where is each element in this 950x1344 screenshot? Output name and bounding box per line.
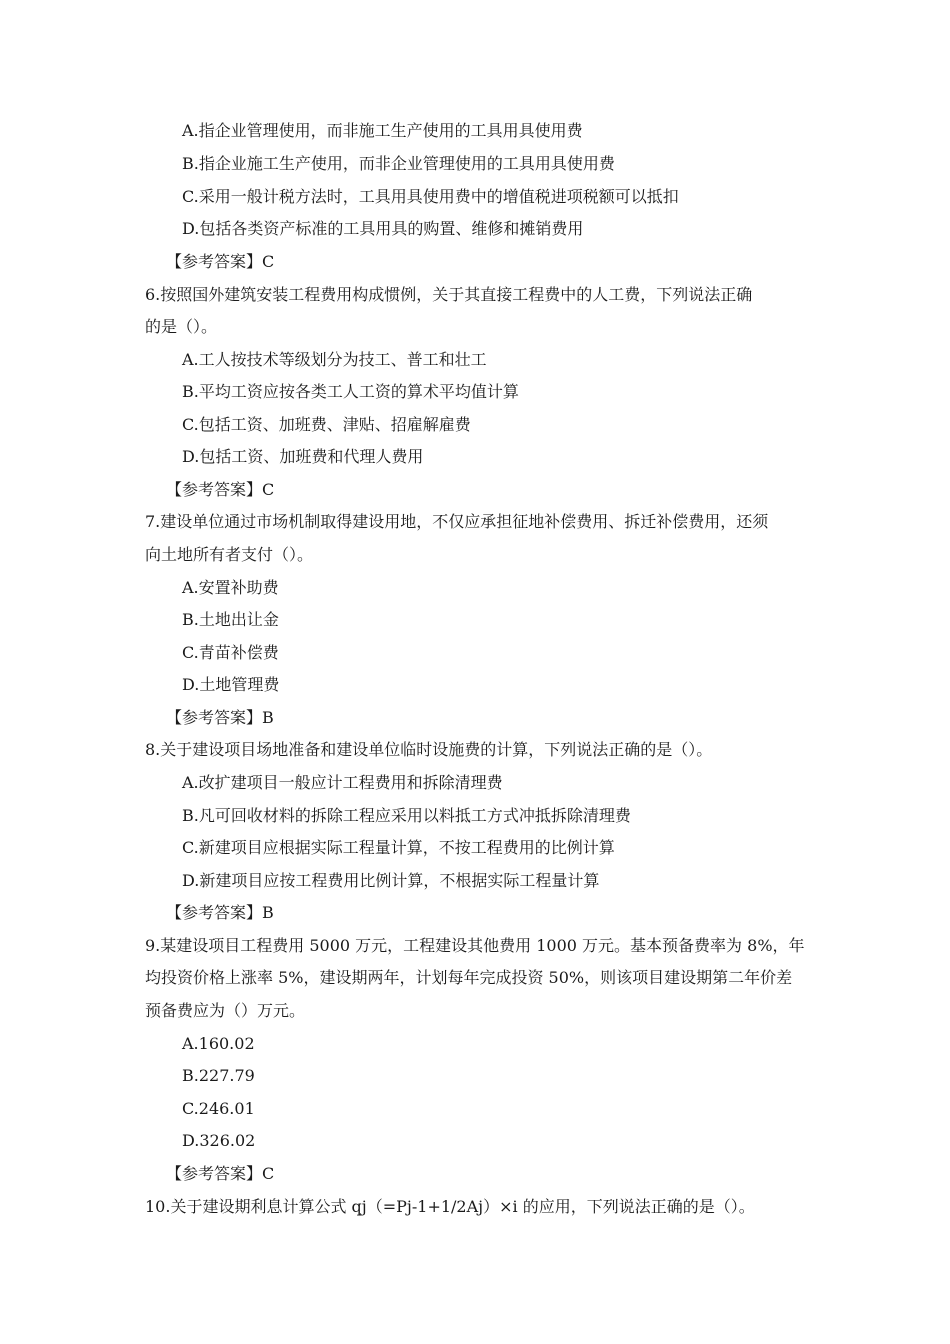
q6-option-b: B.平均工资应按各类工人工资的算术平均值计算 — [182, 382, 519, 401]
q8-answer: 【参考答案】B — [166, 903, 274, 922]
q9-stem-line1: 9.某建设项目工程费用 5000 万元，工程建设其他费用 1000 万元。基本预备费率为 8%，年 — [145, 936, 805, 955]
q9-stem-line3: 预备费应为（）万元。 — [145, 1001, 306, 1020]
q9-option-b: B.227.79 — [182, 1066, 255, 1085]
q7-option-b: B.土地出让金 — [182, 610, 279, 629]
q6-answer: 【参考答案】C — [166, 480, 275, 499]
q7-answer: 【参考答案】B — [166, 708, 274, 727]
q6-option-a: A.工人按技术等级划分为技工、普工和壮工 — [182, 350, 487, 369]
q10-stem-line1: 10.关于建设期利息计算公式 qj（=Pj-1+1/2Aj）×i 的应用，下列说法正确的是（）。 — [145, 1197, 755, 1216]
q9-answer: 【参考答案】C — [166, 1164, 275, 1183]
q8-option-c: C.新建项目应根据实际工程量计算，不按工程费用的比例计算 — [182, 838, 615, 857]
q7-option-c: C.青苗补偿费 — [182, 643, 279, 662]
q5-option-c: C.采用一般计税方法时，工具用具使用费中的增值税进项税额可以抵扣 — [182, 187, 679, 206]
q5-option-b: B.指企业施工生产使用，而非企业管理使用的工具用具使用费 — [182, 154, 615, 173]
q6-stem-line1: 6.按照国外建筑安装工程费用构成惯例，关于其直接工程费中的人工费，下列说法正确 — [145, 285, 753, 304]
q7-option-a: A.安置补助费 — [182, 578, 279, 597]
q5-option-a: A.指企业管理使用，而非施工生产使用的工具用具使用费 — [182, 121, 583, 140]
q5-option-d: D.包括各类资产标准的工具用具的购置、维修和摊销费用 — [182, 219, 584, 238]
q9-option-d: D.326.02 — [182, 1131, 256, 1150]
q8-option-a: A.改扩建项目一般应计工程费用和拆除清理费 — [182, 773, 503, 792]
q8-option-b: B.凡可回收材料的拆除工程应采用以料抵工方式冲抵拆除清理费 — [182, 806, 631, 825]
q7-stem-line2: 向土地所有者支付（）。 — [145, 545, 314, 564]
q9-stem-line2: 均投资价格上涨率 5%，建设期两年，计划每年完成投资 50%，则该项目建设期第二年价差 — [145, 968, 793, 987]
q9-option-c: C.246.01 — [182, 1099, 255, 1118]
q6-stem-line2: 的是（）。 — [145, 317, 218, 336]
q7-option-d: D.土地管理费 — [182, 675, 280, 694]
q8-option-d: D.新建项目应按工程费用比例计算，不根据实际工程量计算 — [182, 871, 600, 890]
q6-option-d: D.包括工资、加班费和代理人费用 — [182, 447, 424, 466]
q7-stem-line1: 7.建设单位通过市场机制取得建设用地，不仅应承担征地补偿费用、拆迁补偿费用，还须 — [145, 512, 769, 531]
q8-stem-line1: 8.关于建设项目场地准备和建设单位临时设施费的计算，下列说法正确的是（）。 — [145, 740, 713, 759]
q6-option-c: C.包括工资、加班费、津贴、招雇解雇费 — [182, 415, 471, 434]
q9-option-a: A.160.02 — [182, 1034, 255, 1053]
q5-answer: 【参考答案】C — [166, 252, 275, 271]
